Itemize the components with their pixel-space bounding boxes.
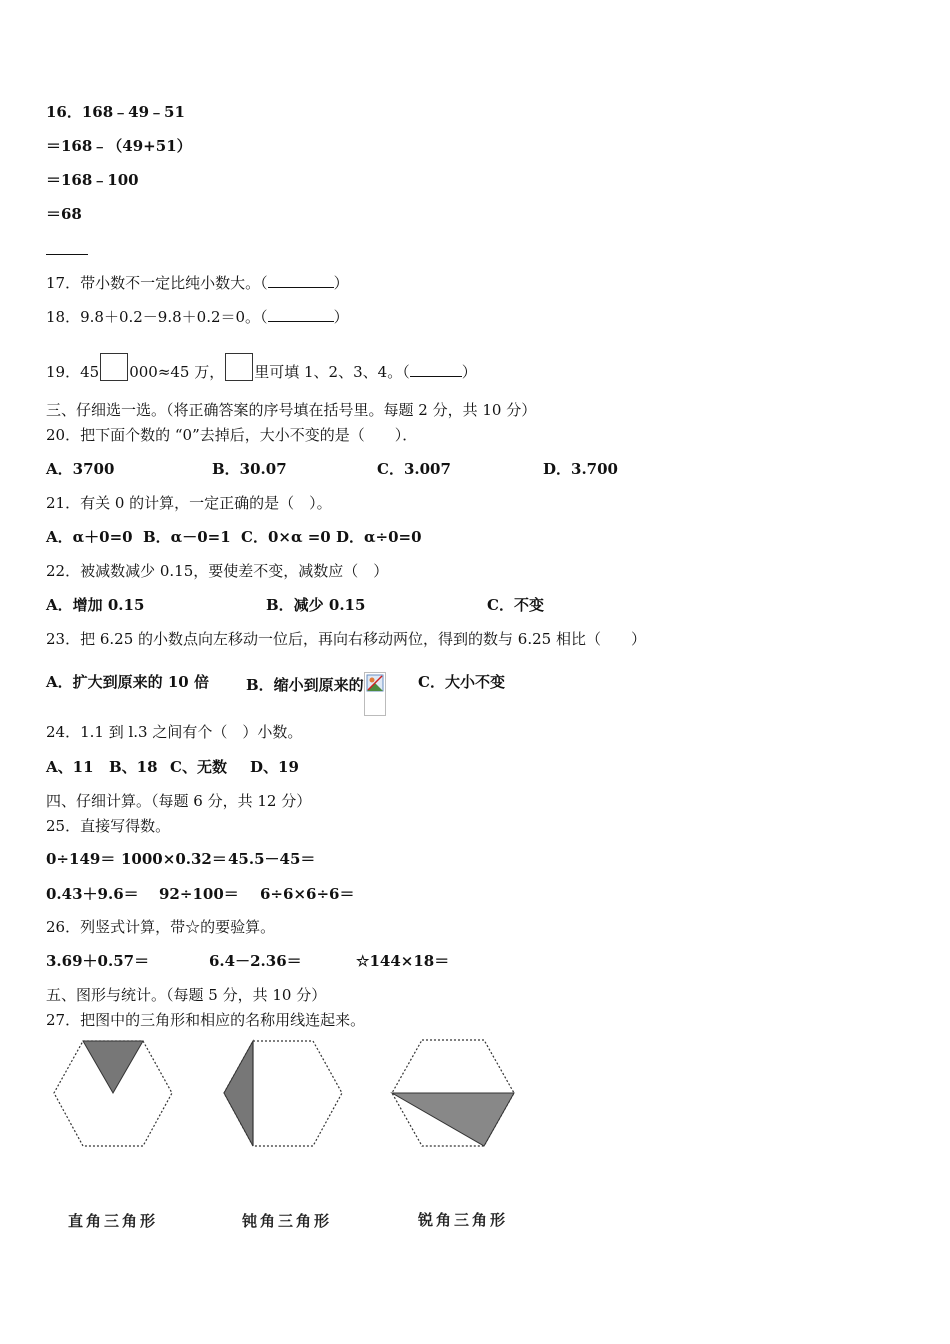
q25-item: 6÷6×6÷6＝ [260,885,355,903]
q21-option-c[interactable]: C．0×α =0 [241,528,331,546]
q22-option-b[interactable]: B．减少 0.15 [266,596,366,614]
q24-text: 24．1.1 到 l.3 之间有个（ ）小数。 [46,723,303,741]
q18 [46,307,349,327]
q20-option-b[interactable]: B．30.07 [212,460,287,478]
section-5-title: 五、图形与统计。（每题 5 分，共 10 分） [46,986,327,1004]
q23-option-a[interactable]: A．扩大到原来的 10 倍 [46,673,209,691]
q24-option-b[interactable]: B、18 [109,758,158,776]
q26-item: ☆144×18＝ [356,952,450,970]
q26-text: 26．列竖式计算，带☆的要验算。 [46,918,276,936]
q25-item: 1000×0.32＝ [121,850,227,868]
q26-item: 3.69＋0.57＝ [46,952,150,970]
q16-line-3: ＝168﹣100 [46,171,139,189]
q20-text: 20．把下面个数的 “0”去掉后，大小不变的是（ ）． [46,426,418,444]
q20-option-a[interactable]: A．3700 [46,460,115,478]
q19-part-a: 19．45 [46,363,100,381]
q25-item: 92÷100＝ [159,885,239,903]
digit-box[interactable] [100,353,128,381]
broken-image-icon [364,672,386,716]
hexagon-figure-1 [50,1038,176,1150]
digit-box[interactable] [225,353,253,381]
section-4-title: 四、仔细计算。（每题 6 分，共 12 分） [46,792,312,810]
q25-item: 0.43＋9.6＝ [46,885,139,903]
q16-line-4: ＝68 [46,205,82,223]
q18-close: ） [333,308,349,326]
q19-close: ） [461,363,477,381]
q17 [46,273,349,293]
q19-part-b: 000≈45 万， [129,363,225,381]
q17-text: 17．带小数不一定比纯小数大。（ [46,274,268,292]
section-3-title: 三、仔细选一选。（将正确答案的序号填在括号里。每题 2 分，共 10 分） [46,401,537,419]
q17-close: ） [333,274,349,292]
hexagon-figure-3 [390,1036,516,1148]
q21-option-d[interactable]: D．α÷0=0 [336,528,422,546]
q24-option-a[interactable]: A、11 [46,758,94,776]
q25-item: 0÷149＝ [46,850,116,868]
q16-line-2: ＝168﹣（49+51） [46,137,192,155]
hexagon-figure-2 [220,1038,346,1150]
q23-option-c[interactable]: C．大小不变 [418,673,505,691]
separator-rule [46,254,88,255]
q22-option-c[interactable]: C．不变 [487,596,544,614]
q20-option-d[interactable]: D．3.700 [543,460,618,478]
q26-item: 6.4－2.36＝ [209,952,302,970]
answer-blank[interactable] [268,273,334,288]
q22-text: 22．被减数减少 0.15，要使差不变，减数应（ ） [46,562,389,580]
q24-option-c[interactable]: C、无数 [170,758,227,776]
label-right-triangle: 直角三角形 [68,1212,159,1230]
q16-line-1: 16．168﹣49﹣51 [46,103,185,121]
q19 [46,353,477,382]
q23-option-b[interactable] [246,672,386,716]
q25-item: 45.5－45＝ [228,850,316,868]
q21-option-b[interactable]: B．α－0=1 [143,528,231,546]
q21-text: 21．有关 0 的计算，一定正确的是（ ）。 [46,494,332,512]
label-obtuse-triangle: 钝角三角形 [242,1212,333,1230]
q19-part-c: 里可填 1、2、3、4。（ [254,363,410,381]
q20-option-c[interactable]: C．3.007 [377,460,451,478]
q23-option-b-label: B．缩小到原来的 [246,676,364,694]
q24-option-d[interactable]: D、19 [250,758,299,776]
q27-text: 27．把图中的三角形和相应的名称用线连起来。 [46,1011,366,1029]
q21-option-a[interactable]: A．α＋0=0 [46,528,133,546]
answer-blank[interactable] [268,307,334,322]
label-acute-triangle: 锐角三角形 [418,1211,509,1229]
answer-blank[interactable] [410,362,462,377]
q22-option-a[interactable]: A．增加 0.15 [46,596,145,614]
q23-text: 23．把 6.25 的小数点向左移动一位后，再向右移动两位，得到的数与 6.25 相比（ ） [46,630,646,648]
q25-text: 25．直接写得数。 [46,817,171,835]
q18-text: 18．9.8＋0.2－9.8＋0.2＝0。（ [46,308,268,326]
